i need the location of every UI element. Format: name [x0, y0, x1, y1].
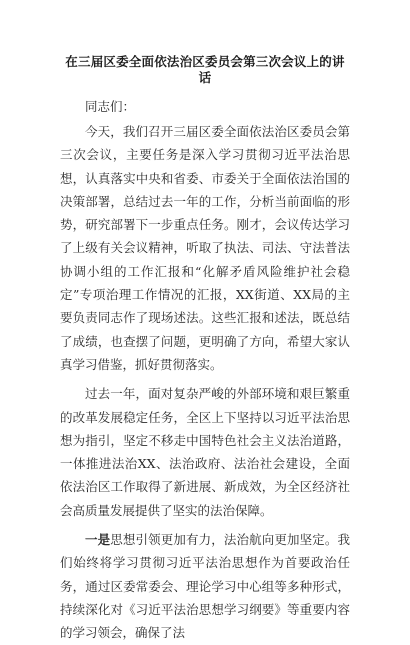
- paragraph-intro: 今天，我们召开三届区委全面依法治区委员会第三次会议，主要任务是深入学习贯彻习近平法治思想，认真落实中央和省委、市委关于全面依法治国的决策部署，总结过去一年的工作，分析当前面临的形势，研究部署下一步重点任务。刚才，会议传达学习了上级有关会议精神，听取了执法、司法、守法普法协调小组的工作汇报和“化解矛盾风险维护社会稳定”专项治理工作情况的汇报，XX街道、XX局的主要负责同志作了现场述法。这些汇报和述法，既总结了成绩，也查摆了问题，更明确了方向，希望大家认真学习借鉴，抓好贯彻落实。: [60, 124, 350, 372]
- point-one-text: 思想引领更加有力，法治航向更加坚定。我们始终将学习贯彻习近平法治思想作为首要政治任务，通过区委常委会、理论学习中心组等多种形式，持续深化对《习近平法治思想学习纲要》等重要内容的学习领会，确保了法: [60, 532, 350, 641]
- paragraph-review: 过去一年，面对复杂严峻的外部环境和艰巨繁重的改革发展稳定任务，全区上下坚持以习近平法治思想为指引，坚定不移走中国特色社会主义法治道路，一体推进法治XX、法治政府、法治社会建设，全面依法治区工作取得了新进展、新成效，为全区经济社会高质量发展提供了坚实的法治保障。: [60, 386, 350, 518]
- paragraph-point-one: [60, 528, 350, 644]
- document-title: 在三届区委全面依法治区委员会第三次会议上的讲话: [65, 54, 345, 85]
- point-one-lead: 一是: [85, 532, 111, 548]
- salutation: 同志们：: [85, 99, 136, 114]
